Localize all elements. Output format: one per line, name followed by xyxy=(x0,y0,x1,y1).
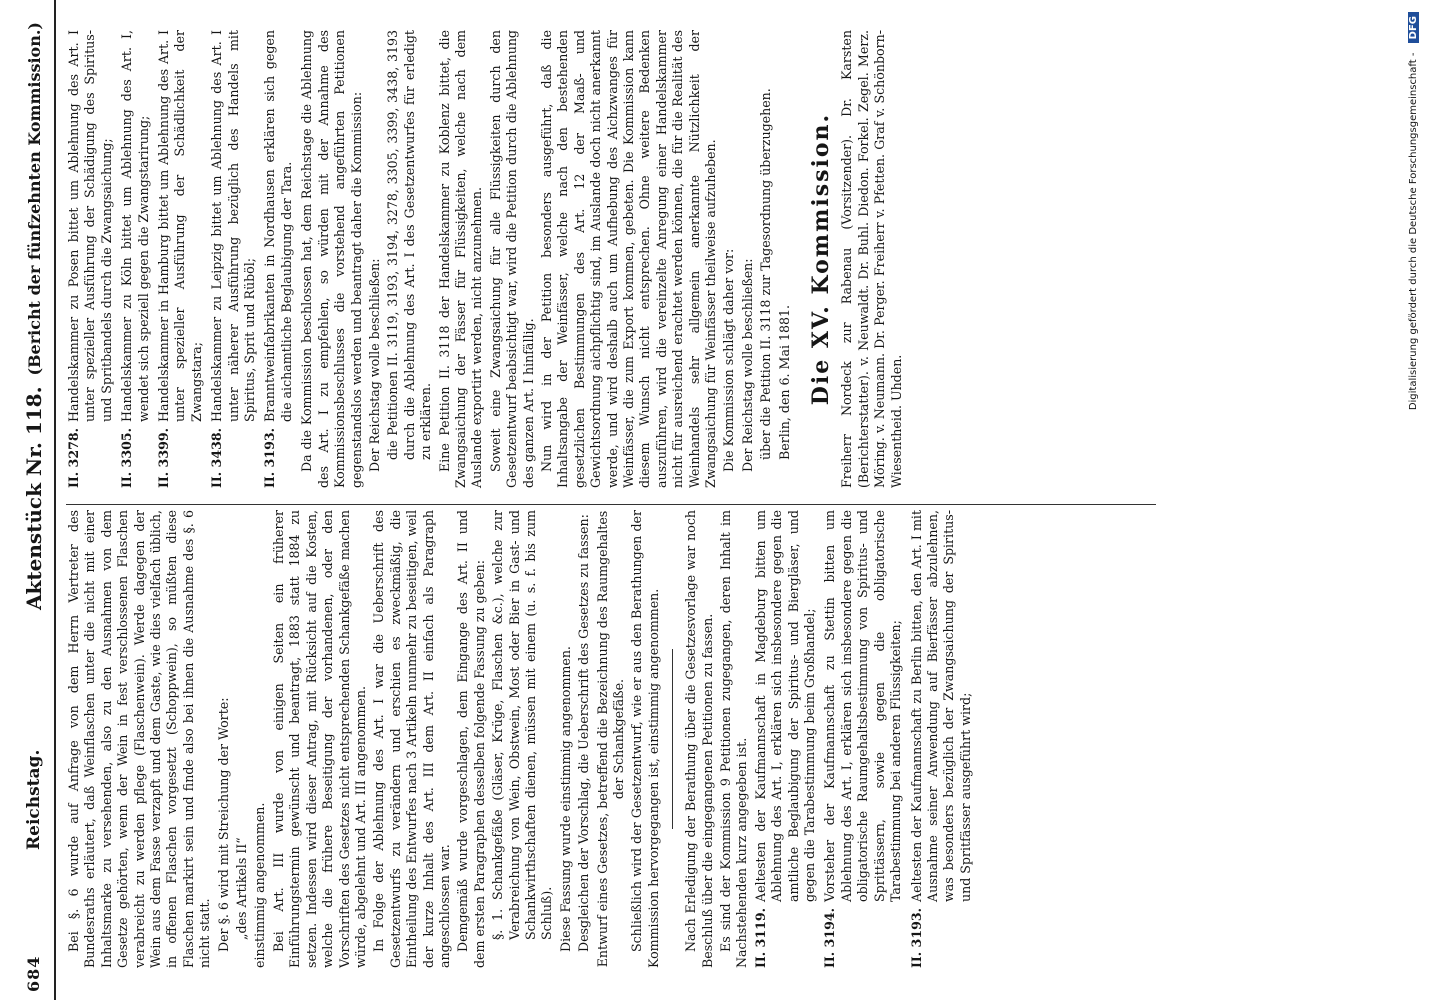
page-header xyxy=(20,0,56,1000)
page-number: 684 xyxy=(24,955,43,992)
paragraph: über die Petition II. 3118 zur Tagesordnung überzugehen. xyxy=(758,88,774,460)
left-petition-list xyxy=(753,510,974,968)
petition-text: Handelskammer in Hamburg bittet um Ablehnung des Art. I unter spezieller Ausführung der Schädlichkeit der Zwangstara; xyxy=(156,30,204,422)
header-center: Aktenstück Nr. 118. xyxy=(22,386,46,610)
petition-text: Aeltesten der Kaufmannschaft in Magdeburg bitten um Ablehnung des Art. I, erklären sich insbesondere gegen die amtliche Beglaubigung der Spiritus- und Biergläser, und gegen die Tarabestimmung beim Großhandel; xyxy=(752,510,818,902)
left-paragraphs xyxy=(66,510,751,968)
paragraph: Bei §. 6 wurde auf Anfrage von dem Herrn Vertreter des Bundesraths erläutert, daß Weinflaschen unter die nicht mit einer Inhaltsmarke zu versehenden, also zu den Ausnahmen von dem Gesetze gehörten, wenn der Wein in fest verschlossenen Flaschen verabreicht zu werden pflege (Flaschenwein). Werde dagegen der Wein aus dem Fasse verzapft und dem Gaste, wie dies vielfach üblich, in offenen Flaschen vorgesetzt (Schoppwein), so müßten diese Flaschen markirt sein und finde also bei ihnen die Ausnahme des §. 6 nicht statt. xyxy=(66,510,213,968)
petition-text: Handelskammer zu Leipzig bittet um Ablehnung des Art. I unter näherer Ausführung bezüglich des Handels mit Spiritus, Sprit und Rüböl; xyxy=(209,30,258,422)
petition-item xyxy=(209,30,258,488)
paragraph: Es sind der Kommission 9 Petitionen zugegangen, deren Inhalt im Nachstehenden kurz angegeben ist. xyxy=(718,510,750,968)
paragraph: Eine Petition II. 3118 der Handelskammer zu Koblenz bittet, die Zwangsaichung der Fässer für Flüssigkeiten, welche nach dem Auslande exportirt werden, nicht anzunehmen. xyxy=(436,30,485,488)
footer-text: Digitalisierung gefördert durch die Deutsche Forschungsgemeinschaft - xyxy=(1408,52,1419,411)
petition-item xyxy=(262,30,295,488)
dfg-logo: DFG xyxy=(1408,12,1419,43)
paragraph: Soweit eine Zwangsaichung für alle Flüssigkeiten durch den Gesetzentwurf beabsichtigt war, wird die Petition durch die Ablehnung des ganzen Art. I hinfällig. xyxy=(487,30,536,488)
petition-number: II. 3278. xyxy=(66,428,81,488)
petition-item xyxy=(119,30,152,488)
petition-number: II. 3438. xyxy=(209,428,225,488)
petition-item xyxy=(66,30,115,488)
petition-number: II. 3193. xyxy=(262,428,278,488)
left-column xyxy=(66,510,978,968)
paragraph: Demgemäß wurde vorgeschlagen, dem Eingange des Art. II und dem ersten Paragraphen desselben folgende Fassung zu geben: xyxy=(455,510,487,968)
right-paragraphs xyxy=(299,30,793,488)
section-divider xyxy=(672,649,673,829)
paragraph: §. 1. Schankgefäße (Gläser, Krüge, Flaschen &c.), welche zur Verabreichung von Wein, Obstwein, Most oder Bier in Gast- und Schankwirthschaften dienen, müssen mit einem (u. s. f. bis zum Schluß). xyxy=(490,510,555,940)
paragraph: Bei Art. III wurde von einigen Seiten ein früherer Einführungstermin gewünscht und beantragt, 1883 statt 1884 zu setzen. Indessen wird dieser Antrag, mit Rücksicht auf die Kosten, welche die frühere Beseitigung der vorhandenen, oder den Vorschriften des Gesetzes nicht entsprechenden Schankgefäße machen würde, abgelehnt und Art. III angenommen. xyxy=(270,510,368,968)
petition-text: Handelskammer zu Köln bittet um Ablehnung des Art. I, wendet sich speziell gegen die Zwangstarirung; xyxy=(119,30,151,422)
digitization-footer xyxy=(1408,0,1428,1000)
paragraph: Der Reichstag wolle beschließen: xyxy=(739,258,755,472)
paragraph: Entwurf eines Gesetzes, betreffend die Bezeichnung des Raumgehaltes der Schankgefäße. xyxy=(594,510,626,968)
right-petition-list xyxy=(66,30,295,488)
commission-title: Die XV. Kommission. xyxy=(808,112,835,406)
paragraph: „des Artikels II“ xyxy=(234,837,250,940)
right-column xyxy=(66,30,905,488)
paragraph: Der §. 6 wird mit Streichung der Worte: xyxy=(215,697,231,952)
paragraph: einstimmig angenommen. xyxy=(252,802,268,968)
paragraph: Nun wird in der Petition besonders ausgeführt, daß die Inhaltsangabe der Weinfässer, welche nach den bestehenden gesetzlichen Bestimmungen des Art. 12 der Maaß- und Gewichtsordnung aichpflichtig sind, im Auslande doch nicht anerkannt werde, und wird deshalb auch um Aufhebung des Aichzwanges für Weinfässer, die zum Export kommen, gebeten. Die Kommission kann diesem Wunsch nicht entsprechen. Ohne weitere Bedenken auszuführen, wird die vereinzelte Anregung einer Handelskammer nicht für ausreichend erachtet werden können, die für die Realität des Weinhandels sehr allgemein anerkannte Nützlichkeit der Zwangsaichung für Weinfässer theilweise aufzuheben. xyxy=(538,30,719,488)
petition-item xyxy=(822,510,904,968)
commission-members: Freiherr Nordeck zur Rabenau (Vorsitzender). Dr. Karsten (Berichterstatter). v. Neuwaldt. Dr. Buhl. Diedon. Forkel. Zegel. Merz. Möring. v. Neumann. Dr. Perger. Freiherr v. Pfetten. Graf v. Schönborn-Wiesentheid. Uhden. xyxy=(839,30,904,488)
petition-number: II. 3399. xyxy=(156,428,172,488)
paragraph: Diese Fassung wurde einstimmig angenommen. xyxy=(557,646,573,952)
paragraph: Die Kommission schlägt daher vor: xyxy=(721,248,737,472)
petition-item xyxy=(156,30,205,488)
petition-text: Handelskammer zu Posen bittet um Ablehnung des Art. I unter spezieller Ausführung der Schädigung des Spiritus- und Spritbandels durch die Zwangsaichung; xyxy=(66,30,114,422)
petition-number: II. 3119. xyxy=(752,908,768,968)
petition-text: Branntweinfabrikanten in Nordhausen erklären sich gegen die aichamtliche Beglaubigung der Tara. xyxy=(262,30,294,422)
paragraph: Da die Kommission beschlossen hat, dem Reichstage die Ablehnung des Art. I zu empfehlen, so würden mit der Annahme des Kommissionsbeschlusses die vorstehend angeführten Petitionen gegenstandslos werden und beantragt daher die Kommission: xyxy=(299,30,364,488)
paragraph: Nach Erledigung der Berathung über die Gesetzesvorlage war noch Beschluß über die eingegangenen Petitionen zu fassen. xyxy=(683,510,715,968)
paragraph: In Folge der Ablehnung des Art. I war die Ueberschrift des Gesetzentwurfs zu verändern und erschien es zweckmäßig, die Eintheilung des Entwurfes nach 3 Artikeln nunmehr zu beseitigen, weil der kurze Inhalt des Art. III dem Art. II einfach als Paragraph angeschlossen war. xyxy=(371,510,452,968)
paragraph: Desgleichen der Vorschlag, die Ueberschrift des Gesetzes zu fassen: xyxy=(576,514,592,952)
petition-text: Vorsteher der Kaufmannschaft zu Stettin bitten um Ablehnung des Art. I, erklären sich insbesondere gegen die obligatorische Raumgehaltsbestimmung von Spiritus- und Sprittässern, sowie gegen die obligatorische Tarabestimmung bei anderen Flüssigkeiten; xyxy=(822,510,904,902)
petition-item xyxy=(753,510,819,968)
paragraph: Schließlich wird der Gesetzentwurf, wie er aus den Berathungen der Kommission hervorgegangen ist, einstimmig angenommen. xyxy=(629,510,661,968)
column-rule xyxy=(66,504,1156,505)
petition-number: II. 3193. xyxy=(908,908,924,968)
petition-item xyxy=(909,510,975,968)
header-right: (Bericht der fünfzehnten Kommission.) xyxy=(25,22,44,376)
paragraph: Der Reichstag wolle beschließen: xyxy=(366,258,382,472)
header-left: Reichstag. xyxy=(24,749,44,850)
petition-number: II. 3305. xyxy=(119,428,135,488)
paragraph: die Petitionen II. 3119, 3193, 3194, 3278, 3305, 3399, 3438, 3193 durch die Ablehnung des Art. I des Gesetzentwurfes für erledigt zu erklären. xyxy=(385,30,434,460)
petition-number: II. 3194. xyxy=(822,908,838,968)
paragraph: Berlin, den 6. Mai 1881. xyxy=(776,304,792,460)
petition-text: Aeltesten der Kaufmannschaft zu Berlin bitten, den Art. I mit Ausnahme seiner Anwendung auf Bierfässer abzulehnen, was besonders bezüglich der Zwangsaichung der Spiritus- und Spritfässer ausgeführt wird; xyxy=(908,510,973,902)
